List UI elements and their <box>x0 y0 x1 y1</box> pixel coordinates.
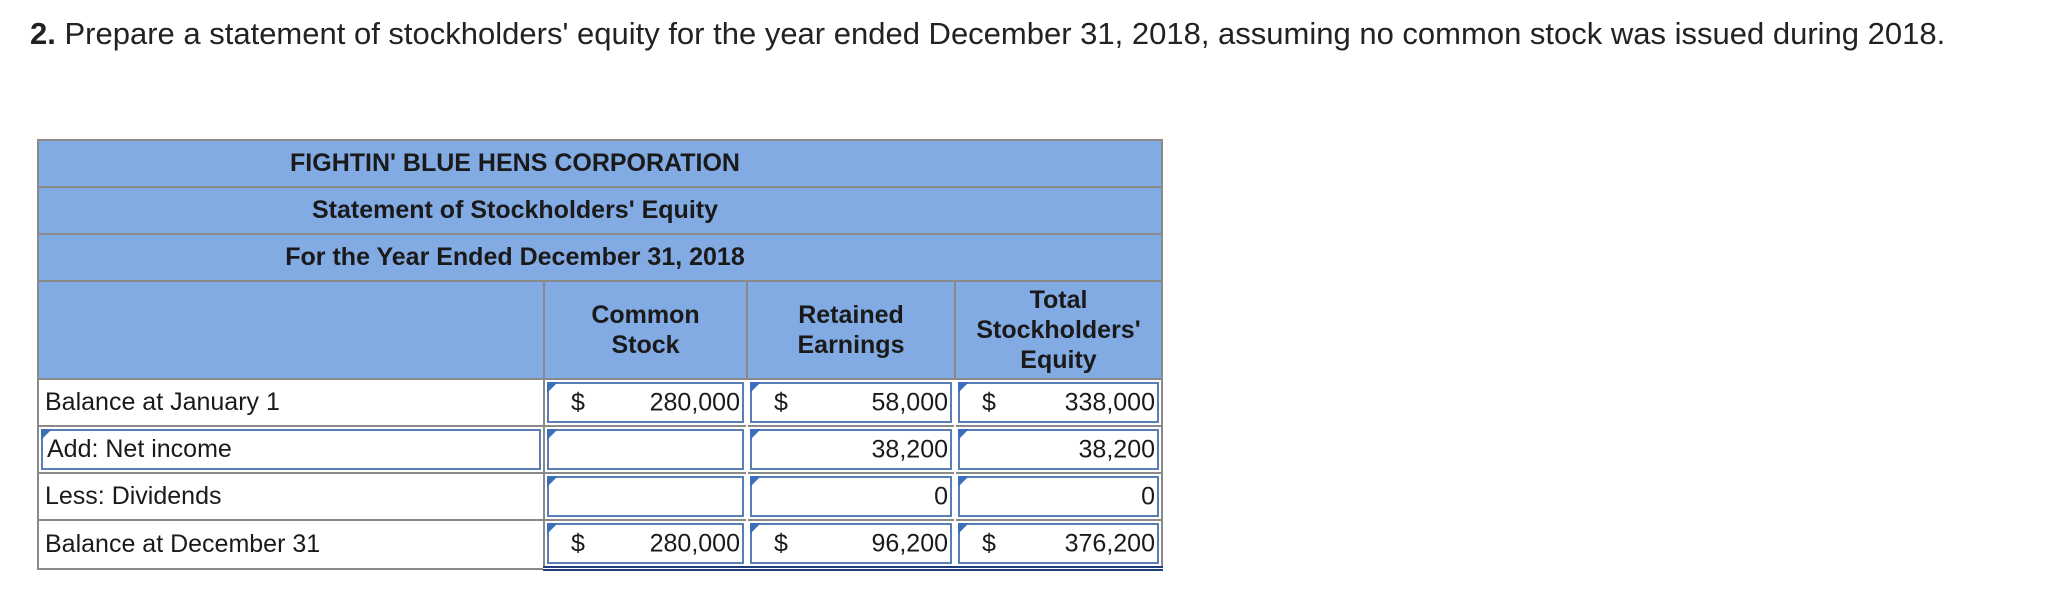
dollar-sign: $ <box>982 388 996 416</box>
column-header-row <box>38 281 1162 379</box>
cell-value: 38,200 <box>1078 435 1155 463</box>
table-row <box>38 379 1162 426</box>
cell-value: 0 <box>1141 482 1155 510</box>
total-equity-header: Total Stockholders' Equity <box>955 281 1162 379</box>
retained-earnings-input[interactable] <box>747 426 955 473</box>
question-text <box>30 14 1990 53</box>
label-column-header <box>38 281 544 379</box>
common-stock-input[interactable] <box>544 520 747 569</box>
common-stock-input[interactable] <box>544 379 747 426</box>
dollar-sign: $ <box>774 388 788 416</box>
total-equity-input[interactable] <box>955 426 1162 473</box>
row-label: Add: Net income <box>47 435 232 463</box>
common-stock-header: Common Stock <box>544 281 747 379</box>
company-name: FIGHTIN' BLUE HENS CORPORATION <box>290 149 740 177</box>
cell-value: 280,000 <box>649 388 740 416</box>
statement-period: For the Year Ended December 31, 2018 <box>285 243 745 271</box>
dollar-sign: $ <box>982 529 996 557</box>
row-label: Balance at January 1 <box>38 379 544 426</box>
total-equity-input[interactable] <box>955 379 1162 426</box>
total-equity-input[interactable] <box>955 473 1162 520</box>
company-header-row <box>38 140 1162 187</box>
row-label: Balance at December 31 <box>38 520 544 569</box>
cell-value: 280,000 <box>649 529 740 557</box>
table-row <box>38 520 1162 569</box>
cell-value: 338,000 <box>1064 388 1155 416</box>
common-stock-input[interactable] <box>544 473 747 520</box>
common-stock-input[interactable] <box>544 426 747 473</box>
table-row <box>38 426 1162 473</box>
cell-value: 96,200 <box>871 529 948 557</box>
table-row <box>38 473 1162 520</box>
cell-value: 38,200 <box>871 435 948 463</box>
cell-value: 58,000 <box>871 388 948 416</box>
stockholders-equity-statement <box>37 139 1163 571</box>
statement-title: Statement of Stockholders' Equity <box>311 196 718 224</box>
question-number: 2. <box>30 16 56 51</box>
question-body: Prepare a statement of stockholders' equity for the year ended December 31, 2018, assuming no common stock was issued during 2018. <box>55 16 1946 51</box>
title-header-row <box>38 187 1162 234</box>
retained-earnings-input[interactable] <box>747 520 955 569</box>
total-equity-input[interactable] <box>955 520 1162 569</box>
row-label: Less: Dividends <box>38 473 544 520</box>
cell-value: 0 <box>934 482 948 510</box>
row-label-input[interactable] <box>38 426 544 473</box>
retained-earnings-input[interactable] <box>747 473 955 520</box>
cell-value: 376,200 <box>1064 529 1155 557</box>
period-header-row <box>38 234 1162 281</box>
dollar-sign: $ <box>571 388 585 416</box>
retained-earnings-input[interactable] <box>747 379 955 426</box>
dollar-sign: $ <box>571 529 585 557</box>
retained-earnings-header: Retained Earnings <box>747 281 955 379</box>
dollar-sign: $ <box>774 529 788 557</box>
